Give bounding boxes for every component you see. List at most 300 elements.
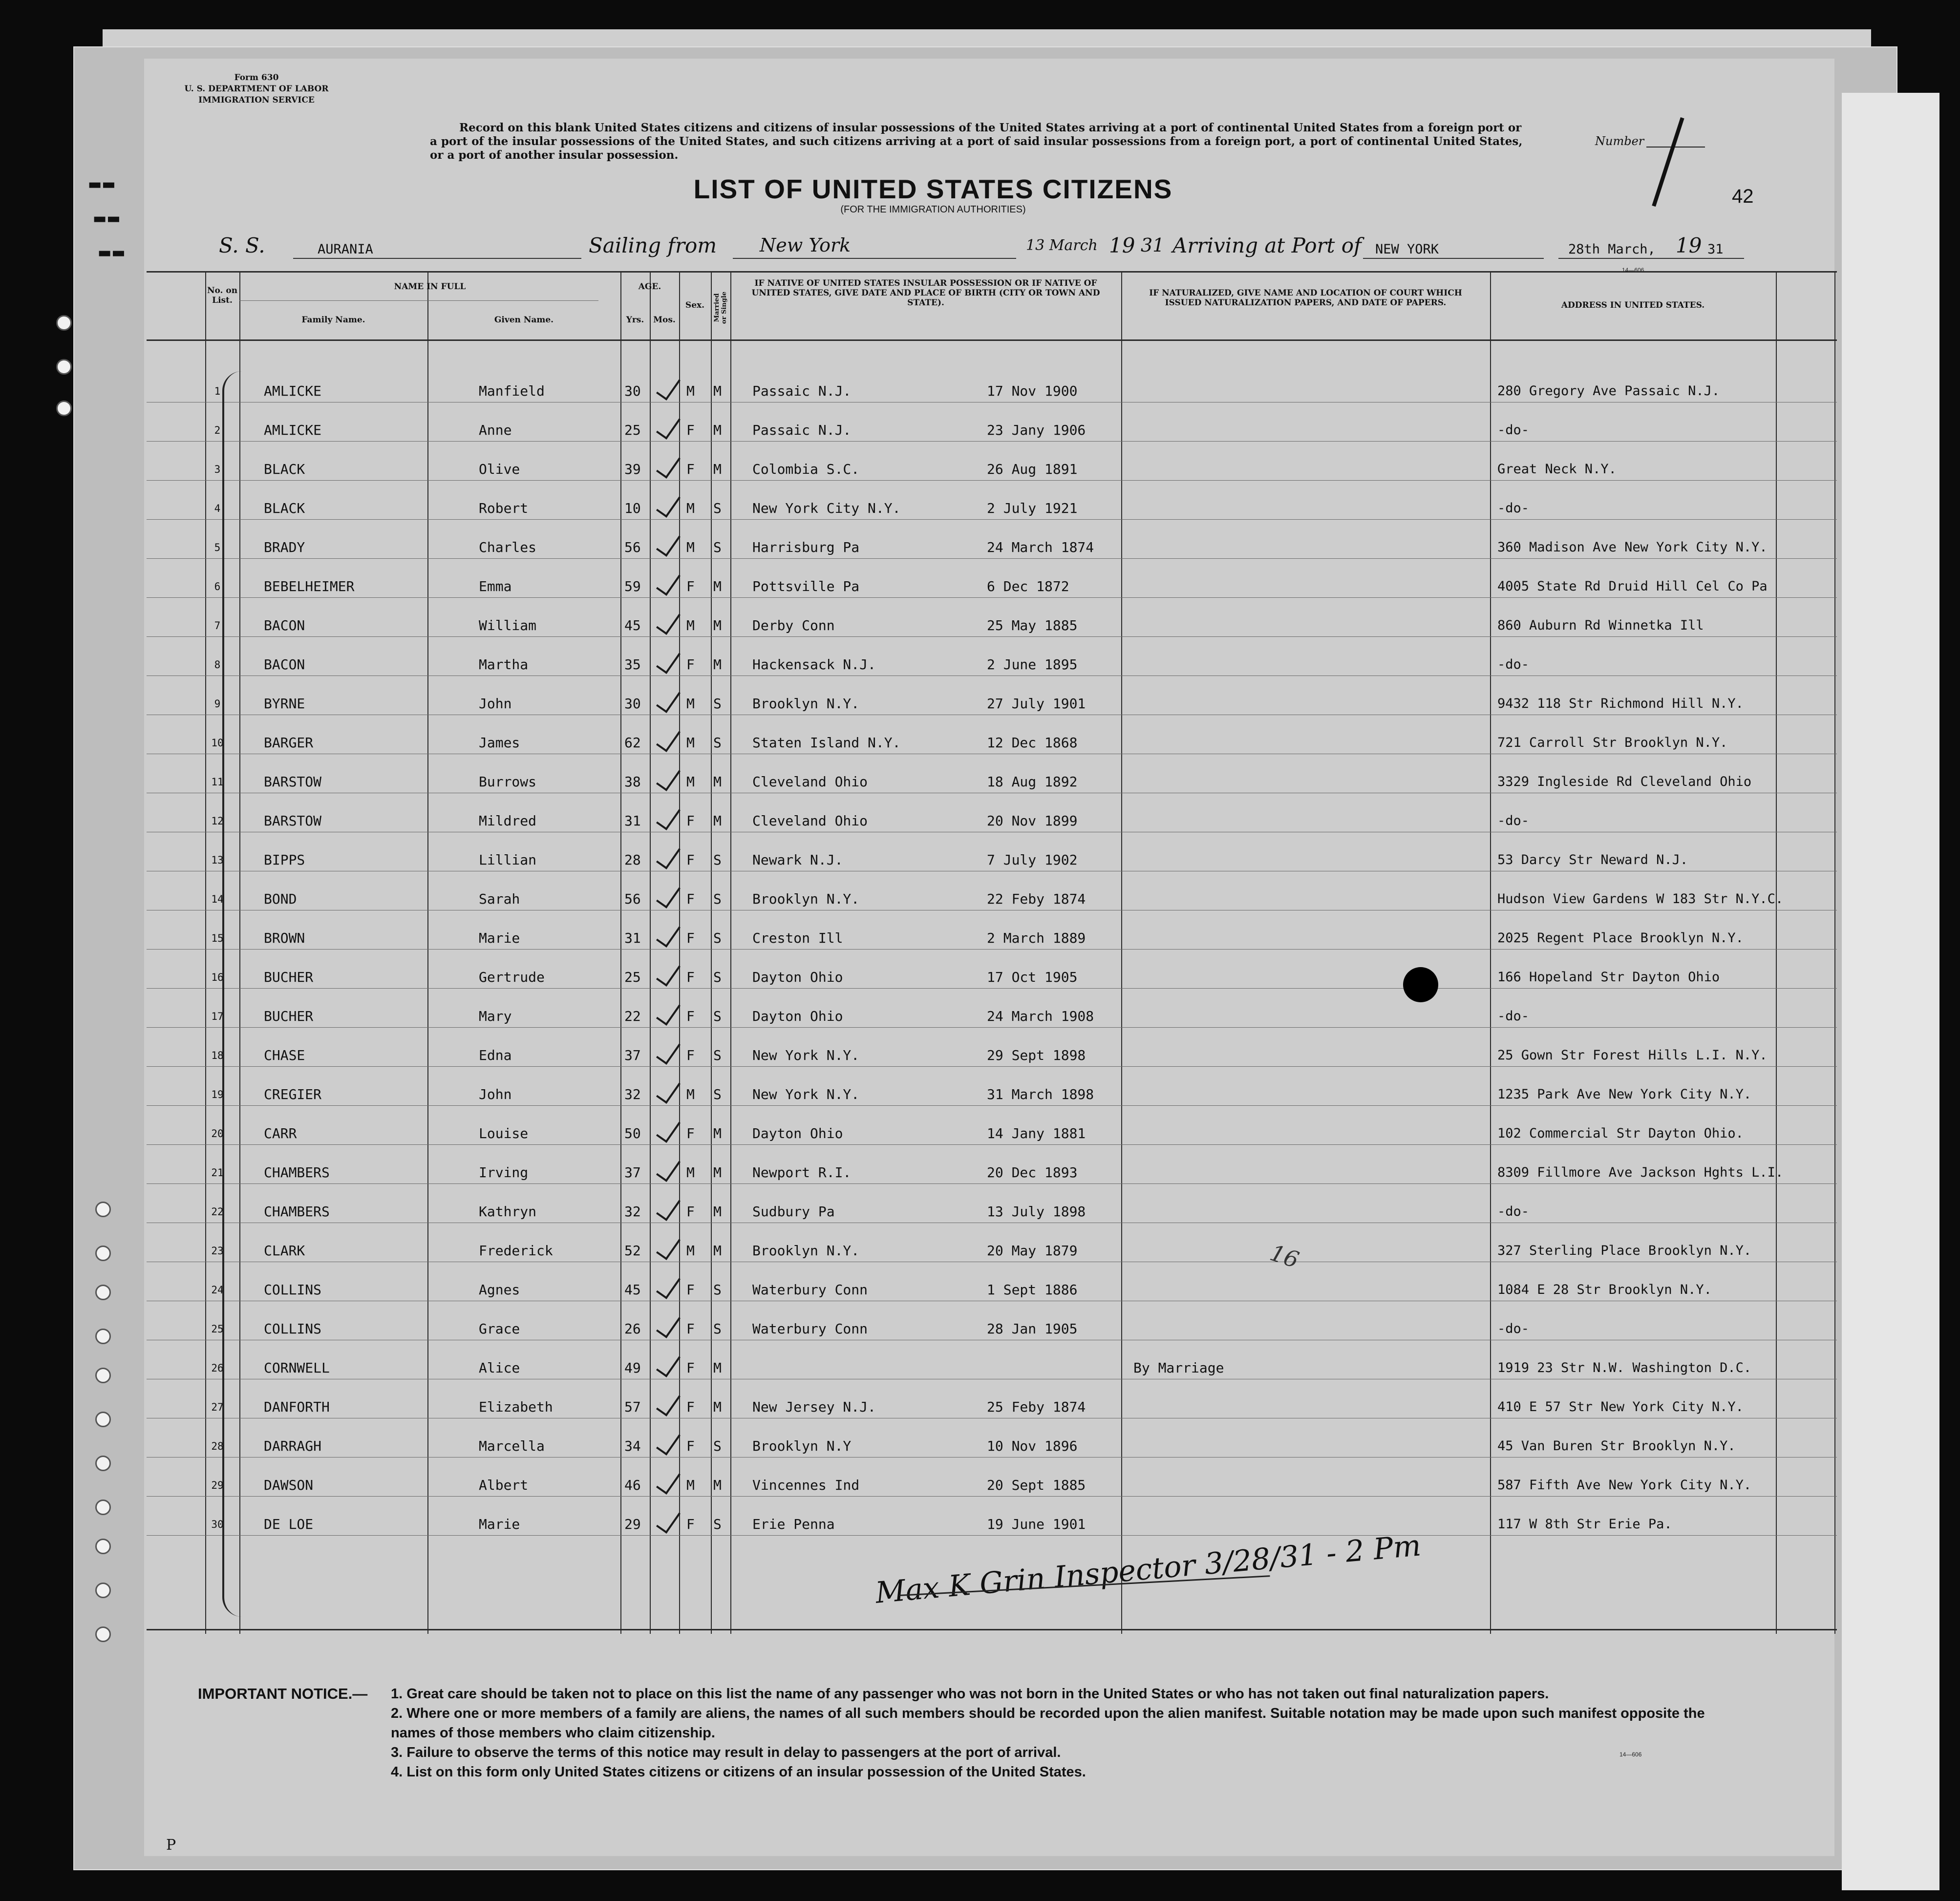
sex: M: [686, 539, 695, 555]
given-name: Marie: [479, 930, 520, 946]
family-name: CORNWELL: [264, 1360, 330, 1376]
birth-place: Brooklyn N.Y: [752, 1438, 852, 1454]
row-rule: [147, 1535, 1837, 1536]
married-single: S: [713, 1516, 722, 1532]
age-years: 31: [624, 930, 641, 946]
birth-date: 24 March 1874: [987, 539, 1094, 555]
married-single: S: [713, 891, 722, 907]
address: 53 Darcy Str Neward N.J.: [1497, 852, 1688, 867]
married-single: S: [713, 1047, 722, 1063]
check-mark: [656, 569, 681, 596]
col-header-given: Given Name.: [494, 315, 554, 325]
given-name: Robert: [479, 500, 529, 516]
check-mark: [656, 412, 681, 440]
given-name: Louise: [479, 1125, 529, 1141]
department-name: U. S. DEPARTMENT OF LABOR: [184, 84, 329, 94]
birth-place: Dayton Ohio: [752, 1008, 843, 1024]
row-rule: [147, 1183, 1837, 1184]
col-divider: [427, 271, 428, 1634]
row-rule: [147, 558, 1837, 559]
given-name: Manfield: [479, 383, 545, 399]
age-years: 29: [624, 1516, 641, 1532]
arrival-date: 28th March,: [1568, 242, 1656, 257]
family-name: BARGER: [264, 735, 314, 751]
family-name: DAWSON: [264, 1477, 314, 1493]
form-code-bottom: 14—606: [1619, 1751, 1642, 1758]
row-number: 22: [211, 1206, 224, 1218]
family-name: DARRAGH: [264, 1438, 322, 1454]
check-mark: [656, 451, 681, 479]
notice-item-3: 3. Failure to observe the terms of this notice may result in delay to passengers at the port of arrival.: [391, 1745, 1061, 1760]
family-name: BROWN: [264, 930, 305, 946]
check-mark: [656, 1194, 681, 1221]
married-single: M: [713, 461, 722, 477]
row-rule: [147, 1105, 1837, 1106]
married-single: M: [713, 1477, 722, 1493]
check-mark: [656, 959, 681, 987]
birth-place: Pottsville Pa: [752, 578, 860, 594]
address: 1919 23 Str N.W. Washington D.C.: [1497, 1360, 1752, 1375]
sex: F: [686, 1008, 695, 1024]
birth-place: Colombia S.C.: [752, 461, 860, 477]
col-header-no: No. on List.: [207, 286, 238, 305]
col-header-sex: Sex.: [685, 300, 705, 310]
family-name: CARR: [264, 1125, 297, 1141]
given-name: Kathryn: [479, 1204, 537, 1220]
sex: F: [686, 422, 695, 438]
birth-date: 19 June 1901: [987, 1516, 1086, 1532]
sailing-underline: [733, 258, 1016, 259]
age-years: 25: [624, 422, 641, 438]
address: -do-: [1497, 1204, 1530, 1219]
family-name: CHAMBERS: [264, 1164, 330, 1181]
notice-heading: IMPORTANT NOTICE.—: [198, 1685, 368, 1702]
check-mark: [656, 1506, 681, 1534]
married-single: S: [713, 696, 722, 712]
age-years: 22: [624, 1008, 641, 1024]
address: -do-: [1497, 1321, 1530, 1336]
age-years: 62: [624, 735, 641, 751]
form-number: Form 630: [234, 73, 279, 83]
address: 4005 State Rd Druid Hill Cel Co Pa: [1497, 579, 1768, 594]
col-divider: [205, 271, 206, 1634]
passenger-table: [147, 271, 1837, 1634]
birth-date: 20 Sept 1885: [987, 1477, 1086, 1493]
age-years: 31: [624, 813, 641, 829]
row-number: 18: [211, 1050, 224, 1061]
address: 45 Van Buren Str Brooklyn N.Y.: [1497, 1438, 1736, 1454]
row-rule: [147, 519, 1837, 520]
married-single: M: [713, 1164, 722, 1181]
table-top-rule: [147, 271, 1837, 273]
family-name: BIPPS: [264, 852, 305, 868]
family-name: BLACK: [264, 500, 305, 516]
age-years: 35: [624, 656, 641, 673]
family-name: BYRNE: [264, 696, 305, 712]
given-name: William: [479, 617, 537, 634]
age-years: 37: [624, 1164, 641, 1181]
check-mark: [656, 1233, 681, 1260]
family-name: AMLICKE: [264, 422, 322, 438]
age-years: 34: [624, 1438, 641, 1454]
row-number: 21: [211, 1167, 224, 1179]
check-mark: [656, 1311, 681, 1338]
row-number: 29: [211, 1479, 224, 1491]
birth-place: Waterbury Conn: [752, 1282, 868, 1298]
married-single: S: [713, 1282, 722, 1298]
address: -do-: [1497, 422, 1530, 438]
row-number: 27: [211, 1401, 224, 1413]
birth-date: 13 July 1898: [987, 1204, 1086, 1220]
left-stub-mark: ▬▬: [93, 210, 121, 227]
form-header: [166, 72, 347, 106]
sex: F: [686, 1399, 695, 1415]
row-number: 15: [211, 932, 224, 944]
row-rule: [147, 636, 1837, 637]
sex: F: [686, 891, 695, 907]
birth-date: 22 Feby 1874: [987, 891, 1086, 907]
row-number: 4: [214, 503, 221, 514]
address: 327 Sterling Place Brooklyn N.Y.: [1497, 1243, 1752, 1258]
family-name: COLLINS: [264, 1282, 322, 1298]
row-number: 23: [211, 1245, 224, 1257]
given-name: Agnes: [479, 1282, 520, 1298]
row-rule: [147, 949, 1837, 950]
row-number: 30: [211, 1519, 224, 1530]
given-name: Gertrude: [479, 969, 545, 985]
age-years: 45: [624, 1282, 641, 1298]
col-header-family: Family Name.: [301, 315, 365, 325]
given-name: James: [479, 735, 520, 751]
given-name: Marie: [479, 1516, 520, 1532]
form-code-top: 14—606: [1622, 267, 1644, 274]
family-name: COLLINS: [264, 1321, 322, 1337]
age-years: 50: [624, 1125, 641, 1141]
row-number: 12: [211, 815, 224, 827]
notice-item-1: 1. Great care should be taken not to place on this list the name of any passenger who was not born in the United States or who has not taken out final naturalization papers.: [391, 1686, 1549, 1702]
birth-date: 28 Jan 1905: [987, 1321, 1078, 1337]
stamp-number: 16: [1267, 1239, 1302, 1273]
check-mark: [656, 608, 681, 635]
given-name: Anne: [479, 422, 512, 438]
family-name: DANFORTH: [264, 1399, 330, 1415]
col-header-yrs: Yrs.: [626, 315, 644, 325]
married-single: S: [713, 539, 722, 555]
family-name: BUCHER: [264, 969, 314, 985]
inspector-signature: Max K Grin Inspector 3/28/31 - 2 Pm: [874, 1528, 1423, 1610]
check-mark: [656, 842, 681, 869]
row-number: 14: [211, 893, 224, 905]
age-years: 56: [624, 539, 641, 555]
family-name: BOND: [264, 891, 297, 907]
birth-date: 31 March 1898: [987, 1086, 1094, 1102]
address: 25 Gown Str Forest Hills L.I. N.Y.: [1497, 1048, 1768, 1063]
check-mark: [656, 490, 681, 518]
birth-place: Passaic N.J.: [752, 383, 852, 399]
given-name: Frederick: [479, 1243, 553, 1259]
check-mark: [656, 1037, 681, 1065]
service-name: IMMIGRATION SERVICE: [198, 95, 315, 105]
row-number: 7: [214, 620, 221, 632]
address: 8309 Fillmore Ave Jackson Hghts L.I.: [1497, 1165, 1784, 1180]
birth-date: 2 July 1921: [987, 500, 1078, 516]
col-divider: [711, 271, 712, 1634]
married-single: M: [713, 1204, 722, 1220]
family-name: CHAMBERS: [264, 1204, 330, 1220]
family-name: BRADY: [264, 539, 305, 555]
married-single: M: [713, 578, 722, 594]
number-label: Number: [1595, 134, 1644, 148]
sex: F: [686, 578, 695, 594]
age-years: 25: [624, 969, 641, 985]
age-years: 30: [624, 383, 641, 399]
row-number: 13: [211, 854, 224, 866]
age-years: 49: [624, 1360, 641, 1376]
birth-date: 12 Dec 1868: [987, 735, 1078, 751]
col-divider: [1121, 271, 1122, 1634]
married-single: S: [713, 852, 722, 868]
birth-place: Brooklyn N.Y.: [752, 1243, 860, 1259]
sex: F: [686, 852, 695, 868]
row-number: 8: [214, 659, 221, 671]
address: 860 Auburn Rd Winnetka Ill: [1497, 618, 1704, 633]
given-name: Olive: [479, 461, 520, 477]
given-name: Marcella: [479, 1438, 545, 1454]
birth-date: 6 Dec 1872: [987, 578, 1069, 594]
row-rule: [147, 988, 1837, 989]
family-name: BARSTOW: [264, 774, 322, 790]
age-years: 37: [624, 1047, 641, 1063]
row-rule: [147, 597, 1837, 598]
row-rule: [147, 480, 1837, 481]
naturalization: By Marriage: [1133, 1360, 1224, 1376]
check-mark: [656, 1077, 681, 1104]
birth-date: 20 Dec 1893: [987, 1164, 1078, 1181]
family-name: BUCHER: [264, 1008, 314, 1024]
birth-date: 20 Nov 1899: [987, 813, 1078, 829]
birth-date: 2 March 1889: [987, 930, 1086, 946]
married-single: M: [713, 656, 722, 673]
birth-date: 26 Aug 1891: [987, 461, 1078, 477]
birth-place: Passaic N.J.: [752, 422, 852, 438]
age-years: 32: [624, 1086, 641, 1102]
married-single: M: [713, 1243, 722, 1259]
notice-item-2: 2. Where one or more members of a family are aliens, the names of all such members should be recorded upon the alien manifest. Suitable notation may be made upon such manifest opposite the names of those members who claim citizenship.: [391, 1706, 1705, 1741]
birth-date: 1 Sept 1886: [987, 1282, 1078, 1298]
birth-date: 25 May 1885: [987, 617, 1078, 634]
col-divider: [679, 271, 680, 1634]
header-bottom-rule: [147, 339, 1837, 341]
birth-place: Cleveland Ohio: [752, 774, 868, 790]
age-years: 52: [624, 1243, 641, 1259]
given-name: Mildred: [479, 813, 537, 829]
sex: F: [686, 1321, 695, 1337]
row-number: 11: [211, 776, 224, 788]
married-single: M: [713, 1125, 722, 1141]
birth-place: Staten Island N.Y.: [752, 735, 901, 751]
number-line: [1646, 147, 1705, 148]
row-number: 9: [214, 698, 221, 710]
birth-date: 23 Jany 1906: [987, 422, 1086, 438]
birth-date: 29 Sept 1898: [987, 1047, 1086, 1063]
sex: M: [686, 500, 695, 516]
birth-place: Sudbury Pa: [752, 1204, 835, 1220]
family-name: BEBELHEIMER: [264, 578, 355, 594]
given-name: John: [479, 696, 512, 712]
sex: F: [686, 1516, 695, 1532]
birth-place: Harrisburg Pa: [752, 539, 860, 555]
given-name: Charles: [479, 539, 537, 555]
row-number: 5: [214, 542, 221, 553]
sex: M: [686, 1243, 695, 1259]
sex: F: [686, 1204, 695, 1220]
ship-name: AURANIA: [318, 242, 373, 257]
ship-underline: [293, 258, 581, 259]
row-rule: [147, 1144, 1837, 1145]
name-subheader-rule: [239, 300, 598, 301]
sex: M: [686, 617, 695, 634]
sex: F: [686, 656, 695, 673]
address: Great Neck N.Y.: [1497, 462, 1617, 477]
birth-place: New Jersey N.J.: [752, 1399, 876, 1415]
birth-place: New York N.Y.: [752, 1086, 860, 1102]
row-number: 3: [214, 464, 221, 475]
married-single: S: [713, 1086, 722, 1102]
birth-place: Dayton Ohio: [752, 969, 843, 985]
address: 2025 Regent Place Brooklyn N.Y.: [1497, 930, 1744, 946]
birth-date: 24 March 1908: [987, 1008, 1094, 1024]
age-years: 28: [624, 852, 641, 868]
col-divider: [650, 271, 651, 1634]
check-mark: [656, 1350, 681, 1377]
birth-place: Erie Penna: [752, 1516, 835, 1532]
table-bottom-rule: [147, 1629, 1837, 1630]
birth-place: Creston Ill: [752, 930, 843, 946]
sex: F: [686, 1360, 695, 1376]
birth-place: Brooklyn N.Y.: [752, 696, 860, 712]
sex: M: [686, 774, 695, 790]
sailing-from-label: Sailing from: [589, 233, 717, 257]
birth-place: Hackensack N.J.: [752, 656, 876, 673]
arrival-port: NEW YORK: [1375, 242, 1439, 257]
address: 587 Fifth Ave New York City N.Y.: [1497, 1478, 1752, 1493]
sex: M: [686, 1086, 695, 1102]
sex: M: [686, 383, 695, 399]
birth-place: Derby Conn: [752, 617, 835, 634]
check-mark: [656, 1428, 681, 1456]
check-mark: [656, 803, 681, 830]
row-number: 1: [214, 385, 221, 397]
sailing-year: 31: [1141, 234, 1165, 256]
married-single: S: [713, 1008, 722, 1024]
age-years: 59: [624, 578, 641, 594]
birth-place: New York City N.Y.: [752, 500, 901, 516]
married-single: S: [713, 1438, 722, 1454]
row-number: 24: [211, 1284, 224, 1296]
check-mark: [656, 881, 681, 908]
age-years: 39: [624, 461, 641, 477]
age-years: 46: [624, 1477, 641, 1493]
row-number: 25: [211, 1323, 224, 1335]
given-name: Burrows: [479, 774, 537, 790]
age-years: 10: [624, 500, 641, 516]
check-mark: [656, 686, 681, 713]
birth-place: Brooklyn N.Y.: [752, 891, 860, 907]
check-mark: [656, 998, 681, 1026]
address: 117 W 8th Str Erie Pa.: [1497, 1517, 1672, 1532]
address: -do-: [1497, 501, 1530, 516]
birth-place: Waterbury Conn: [752, 1321, 868, 1337]
margin-bracket: [222, 371, 244, 1617]
row-number: 2: [214, 424, 221, 436]
birth-place: Dayton Ohio: [752, 1125, 843, 1141]
family-name: BACON: [264, 617, 305, 634]
family-name: BACON: [264, 656, 305, 673]
age-years: 57: [624, 1399, 641, 1415]
notice-item-4: 4. List on this form only United States citizens or citizens of an insular possession of the United States.: [391, 1764, 1086, 1780]
married-single: M: [713, 422, 722, 438]
married-single: S: [713, 930, 722, 946]
address: 102 Commercial Str Dayton Ohio.: [1497, 1126, 1744, 1141]
col-header-address: ADDRESS IN UNITED STATES.: [1561, 300, 1705, 310]
given-name: Martha: [479, 656, 529, 673]
row-rule: [147, 1496, 1837, 1497]
col-divider: [1776, 271, 1777, 1634]
left-stub-mark: ▬▬: [88, 176, 116, 193]
margin-mark: P: [166, 1837, 176, 1854]
family-name: BARSTOW: [264, 813, 322, 829]
address: 9432 118 Str Richmond Hill N.Y.: [1497, 696, 1744, 711]
address: -do-: [1497, 657, 1530, 672]
sex: M: [686, 1477, 695, 1493]
married-single: M: [713, 617, 722, 634]
married-single: S: [713, 500, 722, 516]
address: 721 Carroll Str Brooklyn N.Y.: [1497, 735, 1728, 750]
check-mark: [656, 764, 681, 791]
row-rule: [147, 1066, 1837, 1067]
ss-label: S. S.: [219, 233, 265, 257]
sex: M: [686, 1164, 695, 1181]
given-name: Alice: [479, 1360, 520, 1376]
married-single: M: [713, 774, 722, 790]
birth-date: 14 Jany 1881: [987, 1125, 1086, 1141]
row-number: 26: [211, 1362, 224, 1374]
given-name: Irving: [479, 1164, 529, 1181]
age-years: 56: [624, 891, 641, 907]
birth-place: Vincennes Ind: [752, 1477, 860, 1493]
given-name: Grace: [479, 1321, 520, 1337]
given-name: Emma: [479, 578, 512, 594]
address: -do-: [1497, 1009, 1530, 1024]
given-name: Sarah: [479, 891, 520, 907]
row-number: 20: [211, 1128, 224, 1140]
family-name: CREGIER: [264, 1086, 322, 1102]
family-name: BLACK: [264, 461, 305, 477]
sex: F: [686, 1282, 695, 1298]
given-name: Elizabeth: [479, 1399, 553, 1415]
port-underline: [1363, 258, 1544, 259]
right-edge-strip: [1842, 93, 1939, 1890]
record-instruction: Record on this blank United States citizens and citizens of insular possessions of the United States arriving at a port of continental United States from a foreign port or a port of the insular possessions of the United States, and such citizens arriving at a port of said insular possessions from a foreign port, a port of continental United States, or a port of another insular possession.: [430, 121, 1523, 162]
address: 166 Hopeland Str Dayton Ohio: [1497, 970, 1720, 985]
address: 1235 Park Ave New York City N.Y.: [1497, 1087, 1752, 1102]
sex: M: [686, 696, 695, 712]
col-header-mos: Mos.: [653, 315, 676, 325]
left-stub-mark: ▬▬: [98, 244, 126, 261]
sex: M: [686, 735, 695, 751]
address: 360 Madison Ave New York City N.Y.: [1497, 540, 1768, 555]
check-mark: [656, 1272, 681, 1299]
